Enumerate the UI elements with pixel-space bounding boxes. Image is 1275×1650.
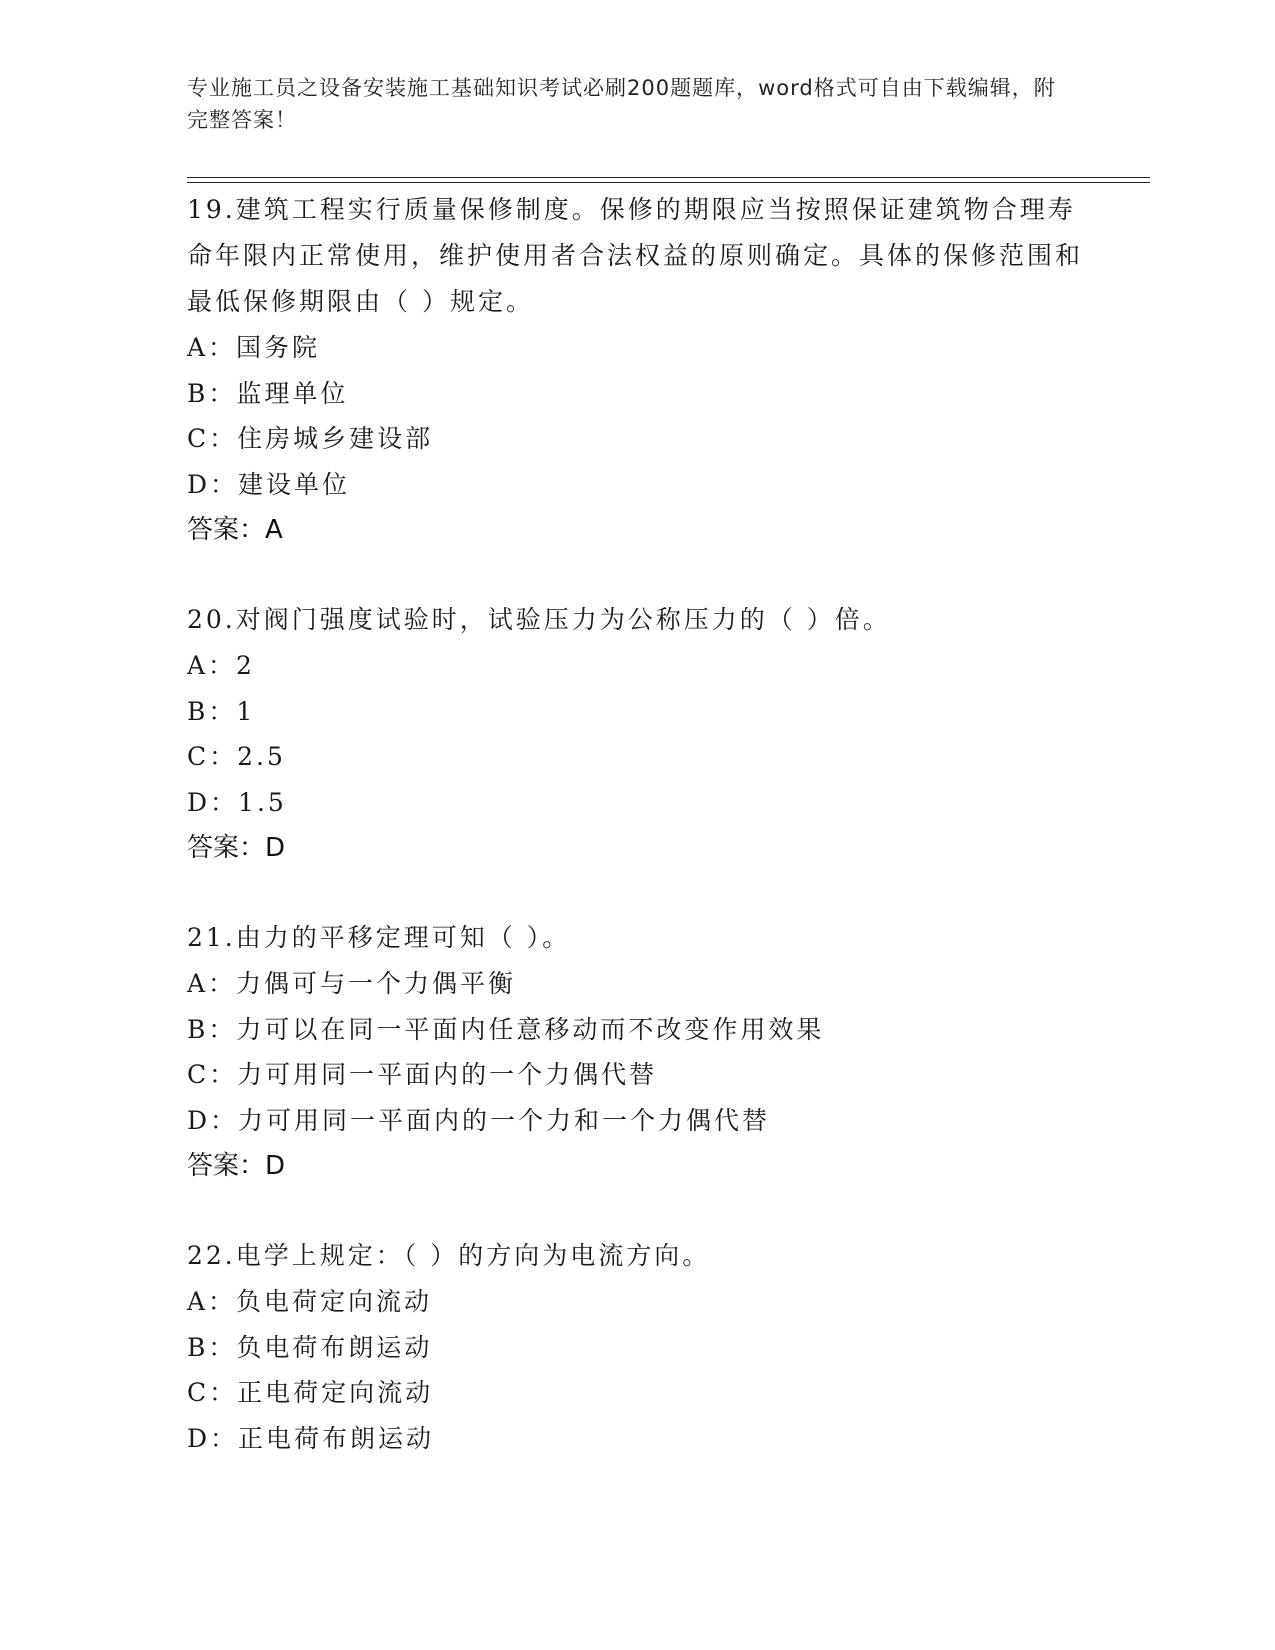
header-rule-bottom [187, 182, 1150, 183]
question-22 [187, 1233, 1087, 1461]
option-a: A：国务院 [187, 333, 321, 362]
question-text: 22.电学上规定：（ ）的方向为电流方向。 [187, 1241, 711, 1270]
option-d: D：1.5 [187, 787, 287, 817]
document-header: 专业施工员之设备安装施工基础知识考试必刷200题题库，word格式可自由下载编辑，附完整答案！ [187, 76, 1056, 132]
question-text: 19.建筑工程实行质量保修制度。保修的期限应当按照保证建筑物合理寿命年限内正常使用，维护使用者合法权益的原则确定。具体的保修范围和最低保修期限由（ ）规定。 [187, 195, 1084, 316]
answer: 答案：D [187, 833, 286, 863]
option-a: A：负电荷定向流动 [187, 1287, 433, 1316]
question-20 [187, 597, 1087, 871]
option-b: B：力可以在同一平面内任意移动而不改变作用效果 [187, 1014, 825, 1044]
option-a: A：2 [187, 651, 255, 680]
option-c: C：2.5 [187, 742, 286, 771]
question-21 [187, 915, 1087, 1189]
question-text: 20.对阀门强度试验时，试验压力为公称压力的（ ）倍。 [187, 605, 891, 634]
option-b: B：1 [187, 696, 256, 726]
question-text: 21.由力的平移定理可知（ ）。 [187, 923, 571, 952]
option-d: D：建设单位 [187, 469, 351, 499]
question-list [187, 187, 1087, 1505]
option-c: C：力可用同一平面内的一个力偶代替 [187, 1060, 658, 1089]
option-b: B：负电荷布朗运动 [187, 1332, 433, 1362]
answer: 答案：D [187, 1151, 286, 1181]
option-c: C：住房城乡建设部 [187, 424, 434, 453]
question-19 [187, 187, 1087, 553]
option-d: D：正电荷布朗运动 [187, 1423, 435, 1453]
header-rule-top [187, 177, 1150, 178]
option-b: B：监理单位 [187, 378, 349, 408]
option-d: D：力可用同一平面内的一个力和一个力偶代替 [187, 1105, 771, 1135]
answer: 答案：A [187, 515, 283, 545]
option-a: A：力偶可与一个力偶平衡 [187, 969, 517, 998]
option-c: C：正电荷定向流动 [187, 1378, 434, 1407]
